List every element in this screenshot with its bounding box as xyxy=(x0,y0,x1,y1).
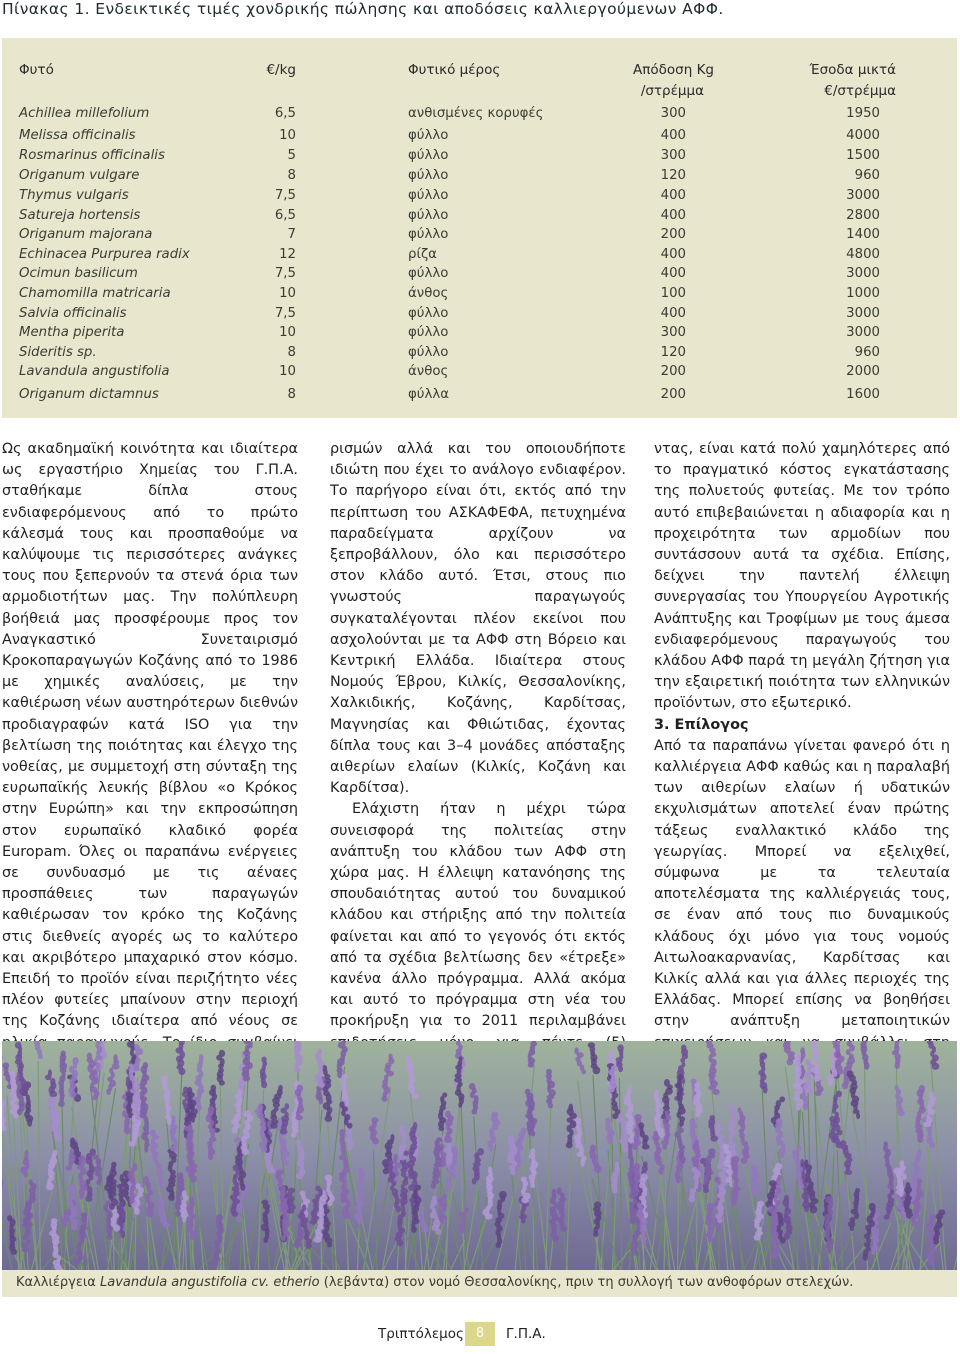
cell-yield: 400 xyxy=(660,247,686,262)
lavender-flower xyxy=(642,1240,646,1246)
lavender-flower xyxy=(129,1141,136,1147)
lavender-flower xyxy=(314,1237,322,1243)
lavender-flower xyxy=(680,1156,685,1163)
lavender-flower xyxy=(124,1127,131,1134)
lavender-flower xyxy=(708,1236,714,1243)
header-plant: Φυτό xyxy=(19,62,54,78)
photo-caption-bar xyxy=(2,1270,957,1297)
lavender-flower xyxy=(827,1246,831,1254)
lavender-flower xyxy=(658,1168,664,1175)
cell-price: 6,5 xyxy=(274,208,296,223)
cell-plant: Ocimun basilicum xyxy=(19,266,138,281)
lavender-flower xyxy=(412,1094,419,1099)
cell-yield: 200 xyxy=(660,387,686,402)
lavender-flower xyxy=(810,1206,818,1214)
lavender-flower xyxy=(712,1089,720,1095)
cell-yield: 300 xyxy=(660,106,686,121)
lavender-flower xyxy=(49,1091,57,1098)
cell-yield: 200 xyxy=(660,227,686,242)
lavender-flower xyxy=(261,1146,267,1153)
lavender-flower xyxy=(157,1181,164,1187)
lavender-flower xyxy=(899,1190,904,1197)
page-number: 8 xyxy=(465,1322,495,1346)
cell-part: άνθος xyxy=(408,364,449,379)
cell-part: φύλλο xyxy=(408,306,449,321)
lavender-flower xyxy=(731,1198,736,1206)
cell-price: 10 xyxy=(279,364,296,379)
lavender-flower xyxy=(471,1109,477,1115)
lavender-flower xyxy=(753,1190,758,1196)
lavender-flower xyxy=(930,1142,935,1148)
lavender-flower xyxy=(347,1123,353,1129)
lavender-flower xyxy=(836,1142,843,1149)
lavender-flower xyxy=(547,1095,555,1100)
paragraph: Ως ακαδημαϊκή κοινότητα και ιδιαίτερα ως εργαστήριο Χημείας του Γ.Π.Α. σταθήκαμε δίπλα στους ενδιαφερόμενους από το πρώτο κάλεσμά τους και προσπαθούμε να καλύψουμε τις περισσότερες ανάγκες τους που ξεπερνούν τα στενά όρια των αρμοδιοτήτων μας. Την πολύπλευρη βοήθειά μας προσφέρουμε προς τον Αναγκαστικό Συνεταιρισμό Κροκοπαραγωγών Κοζάνης από το 1986 με χημικές αναλύσεις, με την καθιέρωση νέων αυστηρότερων διεθνών προδιαγραφών κατά ISO για την βελτίωση της ποιότητας και έλεγχο της νοθείας, με συμμετοχή στη σύνταξη της ευρωπαϊκής λευκής βίβλου «ο Κρόκος στην Ευρώπη» και την εκπροσώπηση στον ευρωπαϊκό κλαδικό φορέα Europam. Όλες οι παραπάνω ενέργειες σε συνδυασμό με τις αέναες προσπάθειες των παραγωγών καθιέρωσαν τον κρόκο της Κοζάνης στις διεθνείς αγορές ως το καλύτερο και ακριβότερο μπαχαρικό στον κόσμο. Επειδή το προϊόν είναι περιζήτητο νέες πλέον φυτείες μπαίνουν στην περιοχή της Κοζάνης ιδιαίτερα από νέους σε xyxy=(2,441,298,1030)
lavender-flower xyxy=(388,1177,394,1183)
lavender-flower xyxy=(622,1146,628,1152)
text-column-3 xyxy=(654,439,950,1096)
text-column-2 xyxy=(330,439,626,1139)
lavender-flower xyxy=(642,1144,650,1150)
lavender-flower xyxy=(383,1168,389,1174)
lavender-flower xyxy=(434,1162,442,1167)
lavender-flower xyxy=(593,1231,598,1237)
lavender-flower xyxy=(281,1235,286,1241)
lavender-flower xyxy=(528,1062,534,1068)
lavender-flower xyxy=(863,1254,868,1261)
cell-plant: Rosmarinus officinalis xyxy=(19,148,165,163)
lavender-flower xyxy=(291,1132,297,1138)
lavender-flower xyxy=(662,1145,667,1150)
lavender-flower xyxy=(11,1249,17,1255)
lavender-flower xyxy=(911,1221,919,1226)
lavender-flower xyxy=(464,1207,469,1212)
lavender-flower xyxy=(548,1103,553,1109)
lavender-flower xyxy=(236,1216,242,1222)
lavender-flower xyxy=(717,1218,722,1223)
lavender-flower xyxy=(287,1209,294,1214)
lavender-flower xyxy=(343,1214,350,1219)
lavender-flower xyxy=(231,1211,238,1217)
lavender-flower xyxy=(902,1216,907,1221)
lavender-flower xyxy=(704,1177,708,1184)
lavender-flower xyxy=(795,1103,801,1111)
lavender-flower xyxy=(38,1054,43,1059)
lavender-flower xyxy=(109,1203,115,1210)
lavender-flower xyxy=(496,1242,502,1248)
lavender-flower xyxy=(521,1219,526,1224)
lavender-flower xyxy=(92,1095,98,1100)
cell-price: 6,5 xyxy=(274,106,296,121)
cell-income: 2800 xyxy=(846,208,880,223)
lavender-flower xyxy=(808,1088,813,1095)
cell-yield: 400 xyxy=(660,208,686,223)
lavender-flower xyxy=(106,1234,112,1240)
lavender-flower xyxy=(927,1260,934,1266)
lavender-flower xyxy=(240,1184,245,1191)
cell-part: φύλλο xyxy=(408,325,449,340)
lavender-flower xyxy=(679,1120,684,1127)
lavender-flower xyxy=(917,1136,923,1143)
cell-income: 3000 xyxy=(846,188,880,203)
lavender-flower xyxy=(347,1146,352,1152)
paragraph: Ελάχιστη ήταν η μέχρι τώρα συνεισφορά της πολιτείας στην ανάπτυξη του κλάδου των ΑΦΦ στη χώρα μας. Η έλλειψη κατανόησης της σπουδαιότητας αυτού του δυναμικού κλάδου και στήριξης από την πολιτεία φαίνεται και από το γεγονός ότι εκτός από τα σχέδια βελτίωσης δεν «έτρεξε» κανένα άλλο πρόγραμμα. Αλλά ακόμα και αυτό το πρόγραμμα στη νέα του προκήρυξη για το 2011 περιλαμβάνει xyxy=(330,801,626,1030)
lavender-flower xyxy=(676,1175,682,1183)
lavender-flower xyxy=(112,1063,120,1069)
lavender-flower xyxy=(521,1197,528,1203)
lavender-flower xyxy=(178,1068,185,1075)
lavender-flower xyxy=(864,1062,870,1070)
lavender-flower xyxy=(280,1129,288,1135)
lavender-field-photo xyxy=(2,1041,957,1270)
lavender-flower xyxy=(607,1139,613,1144)
cell-plant: Achillea millefolium xyxy=(19,106,150,121)
lavender-flower xyxy=(728,1105,736,1111)
cell-plant: Chamomilla matricaria xyxy=(19,286,171,301)
cell-part: φύλλα xyxy=(408,387,449,402)
lavender-flower xyxy=(396,1240,403,1247)
lavender-flower xyxy=(309,1219,317,1224)
lavender-flower xyxy=(339,1172,347,1177)
lavender-flower xyxy=(441,1207,446,1212)
lavender-flower xyxy=(472,1178,477,1185)
cell-price: 7,5 xyxy=(274,306,296,321)
lavender-flower xyxy=(282,1159,288,1166)
lavender-flower xyxy=(932,1063,940,1070)
header-income-unit: €/στρέμμα xyxy=(824,83,896,99)
header-yield: Απόδοση Kg xyxy=(633,62,714,78)
header-price: €/kg xyxy=(266,62,296,78)
lavender-flower xyxy=(444,1136,452,1143)
lavender-flower xyxy=(871,1250,875,1255)
lavender-flower xyxy=(770,1253,778,1259)
cell-part: φύλλο xyxy=(408,148,449,163)
lavender-flower xyxy=(191,1117,195,1122)
text-column-1 xyxy=(2,439,298,1139)
cell-yield: 200 xyxy=(660,364,686,379)
organization: Γ.Π.Α. xyxy=(506,1326,546,1342)
lavender-flower xyxy=(593,1066,601,1074)
lavender-flower xyxy=(293,1242,301,1248)
lavender-flower xyxy=(431,1183,436,1189)
cell-yield: 400 xyxy=(660,188,686,203)
cell-plant: Melissa officinalis xyxy=(19,128,136,143)
lavender-flower xyxy=(106,1088,111,1094)
lavender-flower xyxy=(144,1146,148,1153)
lavender-flower xyxy=(895,1062,900,1070)
lavender-flower xyxy=(884,1215,890,1220)
lavender-flower xyxy=(63,1222,67,1227)
lavender-flower xyxy=(510,1169,515,1175)
lavender-flower xyxy=(528,1130,534,1136)
lavender-flower xyxy=(680,1058,685,1063)
lavender-flower xyxy=(887,1183,893,1189)
lavender-flower xyxy=(65,1165,72,1170)
cell-yield: 400 xyxy=(660,306,686,321)
cell-price: 8 xyxy=(287,387,296,402)
lavender-flower xyxy=(612,1113,618,1119)
lavender-flower xyxy=(804,1205,809,1212)
cell-part: φύλλο xyxy=(408,266,449,281)
cell-income: 960 xyxy=(854,168,880,183)
lavender-flower xyxy=(19,1089,25,1094)
cell-plant: Thymus vulgaris xyxy=(19,188,129,203)
lavender-flower xyxy=(337,1071,342,1078)
cell-income: 1000 xyxy=(846,286,880,301)
lavender-flower xyxy=(864,1242,870,1247)
cell-plant: Lavandula angustifolia xyxy=(19,364,170,379)
lavender-flower xyxy=(633,1251,639,1256)
cell-income: 2000 xyxy=(846,364,880,379)
lavender-flower xyxy=(594,1165,602,1173)
cell-price: 5 xyxy=(287,148,296,163)
lavender-flower xyxy=(189,1235,195,1241)
paragraph: ρισμών αλλά και του οποιουδήποτε ιδιώτη που έχει το ανάλογο ενδιαφέρον. Το παρήγορο είναι ότι, εκτός από την περίπτωση του ΑΣΚΑΦΕΦΑ, πετυχημένα παραδείγματα αρχίζουν να ξεπροβάλλουν, όλο και περισσότερο στον κλάδο αυτό. Έτσι, στους πιο γνωστούς παραγωγούς συγκαταλέγονται πλέον εκείνοι που ασχολούνται με τα ΑΦΦ στη Βόρειο και Κεντρική Ελλάδα. Ιδιαίτερα στους Νομούς Έβρου, Κιλκίς, Θεσσαλονίκης, Χαλκιδικής, Κοζάνης, Καρδίτσας, Μαγνησίας και Φθιώτιδας, έχοντας δίπλα τους και 3–4 μονάδες απόσταξης αιθερίων ελαίων (Κιλκίς, Κοζάνη και Καρδίτσα). xyxy=(330,441,626,797)
lavender-flower xyxy=(689,1195,696,1202)
cell-price: 10 xyxy=(279,128,296,143)
lavender-flower xyxy=(815,1090,822,1096)
lavender-flower xyxy=(924,1122,932,1127)
lavender-flower xyxy=(79,1194,84,1200)
lavender-flower xyxy=(854,1212,859,1219)
lavender-flower xyxy=(372,1138,379,1145)
journal-name: Τριπτόλεμος xyxy=(378,1326,464,1342)
lavender-flower xyxy=(560,1226,567,1232)
cell-income: 960 xyxy=(854,345,880,360)
lavender-flower xyxy=(168,1194,175,1201)
lavender-flower xyxy=(133,1066,140,1071)
lavender-flower xyxy=(741,1157,748,1163)
cell-price: 7,5 xyxy=(274,266,296,281)
lavender-flower xyxy=(695,1112,700,1117)
lavender-flower xyxy=(261,1081,267,1088)
lavender-flower xyxy=(162,1222,170,1227)
lavender-flower xyxy=(438,1126,444,1131)
cell-price: 7 xyxy=(287,227,296,242)
cell-income: 1500 xyxy=(846,148,880,163)
cell-part: άνθος xyxy=(408,286,449,301)
header-yield-unit: /στρέμμα xyxy=(640,83,704,99)
cell-income: 3000 xyxy=(846,325,880,340)
table-caption: Πίνακας 1. Ενδεικτικές τιμές χονδρικής πώλησης και αποδόσεις καλλιεργούμενων ΑΦΦ. xyxy=(2,0,724,18)
lavender-flower xyxy=(787,1059,793,1066)
lavender-flower xyxy=(318,1082,325,1088)
lavender-flower xyxy=(129,1197,135,1204)
cell-plant: Origanum dictamnus xyxy=(19,387,159,402)
lavender-flower xyxy=(381,1096,388,1102)
lavender-flower xyxy=(459,1229,464,1234)
lavender-flower xyxy=(219,1080,225,1085)
cell-yield: 400 xyxy=(660,266,686,281)
lavender-flower xyxy=(618,1066,623,1072)
cell-yield: 120 xyxy=(660,168,686,183)
cell-part: φύλλο xyxy=(408,128,449,143)
lavender-flower xyxy=(844,1170,852,1175)
lavender-flower xyxy=(58,1101,65,1107)
cell-part: φύλλο xyxy=(408,168,449,183)
cell-income: 1600 xyxy=(846,387,880,402)
cell-yield: 300 xyxy=(660,325,686,340)
lavender-flower xyxy=(458,1103,462,1108)
lavender-flower xyxy=(109,1192,117,1197)
lavender-flower xyxy=(552,1235,559,1242)
lavender-flower xyxy=(280,1206,285,1213)
lavender-flower xyxy=(296,1173,304,1179)
cell-price: 12 xyxy=(279,247,296,262)
lavender-flower xyxy=(581,1159,585,1167)
lavender-flower xyxy=(608,1086,615,1093)
lavender-flower xyxy=(23,1172,28,1177)
lavender-flower xyxy=(779,1152,784,1158)
header-part: Φυτικό μέρος xyxy=(408,62,501,78)
cell-price: 8 xyxy=(287,345,296,360)
cell-part: φύλλο xyxy=(408,345,449,360)
lavender-flower xyxy=(399,1155,406,1160)
lavender-flower xyxy=(566,1142,573,1148)
lavender-flower xyxy=(842,1082,849,1089)
lavender-flower xyxy=(71,1222,78,1230)
lavender-flower xyxy=(46,1183,54,1191)
lavender-flower xyxy=(446,1185,450,1191)
cell-income: 3000 xyxy=(846,306,880,321)
lavender-flower xyxy=(803,1103,809,1110)
lavender-flower xyxy=(422,1225,429,1233)
cell-part: φύλλο xyxy=(408,188,449,203)
lavender-flower xyxy=(22,1248,29,1253)
lavender-flower xyxy=(319,1097,323,1104)
lavender-flower xyxy=(435,1229,441,1235)
lavender-flower xyxy=(715,1130,720,1136)
lavender-flower xyxy=(113,1225,120,1232)
lavender-flower xyxy=(784,1233,790,1240)
cell-yield: 400 xyxy=(660,128,686,143)
cell-plant: Sideritis sp. xyxy=(19,345,97,360)
cell-plant: Origanum majorana xyxy=(19,227,153,242)
lavender-flower xyxy=(411,1226,417,1233)
lavender-flower xyxy=(131,1058,135,1065)
cell-income: 3000 xyxy=(846,266,880,281)
lavender-flower xyxy=(212,1261,218,1266)
lavender-flower xyxy=(581,1069,586,1074)
paragraph: ντας, είναι κατά πολύ χαμηλότερες από το πραγματικό κόστος εγκατάστασης της πολυετούς φυτείας. Με τον τρόπο αυτό επιβεβαιώνεται η αδιαφορία και η προχειρότητα των αρμοδίων που συντάσσουν αυτά τα σχέδια. Επίσης, δείχνει την παντελή έλλειψη συνεργασίας του Υπουργείου Αγροτικής Ανάπτυξης και Τροφίμων με τους άμεσα ενδιαφερόμενους παραγωγούς του κλάδου ΑΦΦ παρά τη μεγάλη ζήτηση για την εξαιρετική ποιότητα των ελληνικών προϊόντων, στο εξωτερικό. xyxy=(654,441,950,712)
lavender-flower xyxy=(146,1210,154,1218)
lavender-flower xyxy=(703,1188,709,1193)
cell-yield: 120 xyxy=(660,345,686,360)
cell-price: 10 xyxy=(279,325,296,340)
cell-income: 1950 xyxy=(846,106,880,121)
lavender-flower xyxy=(267,1168,275,1174)
lavender-illustration xyxy=(2,1041,957,1270)
lavender-flower xyxy=(716,1227,720,1232)
lavender-flower xyxy=(629,1217,637,1224)
cell-plant: Satureja hortensis xyxy=(19,208,141,223)
lavender-flower xyxy=(327,1242,332,1247)
lavender-flower xyxy=(27,1119,32,1127)
lavender-flower xyxy=(13,1113,18,1119)
lavender-flower xyxy=(232,1126,238,1133)
lavender-flower xyxy=(182,1216,186,1223)
cell-income: 4800 xyxy=(846,247,880,262)
lavender-flower xyxy=(85,1195,92,1202)
lavender-flower xyxy=(208,1152,213,1160)
cell-plant: Mentha piperita xyxy=(19,325,125,340)
lavender-flower xyxy=(270,1123,277,1129)
lavender-flower xyxy=(55,1135,62,1142)
lavender-flower xyxy=(69,1091,76,1097)
cell-yield: 300 xyxy=(660,148,686,163)
lavender-flower xyxy=(814,1075,822,1081)
lavender-flower xyxy=(489,1144,493,1152)
lavender-flower xyxy=(754,1234,761,1240)
lavender-flower xyxy=(632,1144,638,1150)
photo-caption: Καλλιέργεια Lavandula angustifolia cv. etherio (λεβάντα) στον νομό Θεσσαλονίκης, πριν τη συλλογή των ανθοφόρων στελεχών. xyxy=(16,1275,854,1290)
header-income: Έσοδα μικτά xyxy=(809,62,896,78)
cell-plant: Echinacea Purpurea radix xyxy=(19,247,190,262)
cell-yield: 100 xyxy=(660,286,686,301)
lavender-flower xyxy=(850,1225,854,1231)
lavender-flower xyxy=(902,1174,907,1180)
cell-income: 1400 xyxy=(846,227,880,242)
lavender-flower xyxy=(837,1068,844,1074)
lavender-flower xyxy=(120,1231,125,1239)
cell-plant: Salvia officinalis xyxy=(19,306,127,321)
cell-part: ανθισμένες κορυφές xyxy=(408,106,544,121)
paragraph: Από τα παραπάνω γίνεται φανερό ότι η καλλιέργεια ΑΦΦ καθώς και η παραλαβή των αιθερίων ελαίων ή υδατικών εκχυλισμάτων αποτελεί έναν πρώτης τάξεως εναλλακτικό κλάδο της γεωργίας. Μπορεί να εξελιχθεί, σύμφωνα με τα τελευταία αποτελέσματα της καλλιέργειάς τους, σε έναν από τους πιο δυναμικούς κλάδους όχι μόνο για τους νομούς Αιτωλοακαρνανίας, Καρδίτσας και Κιλκίς αλλά και για άλλες περιοχές της Ελλάδας. Μπορεί επίσης να βοηθήσει στην ανάπτυξη μεταποιητικών xyxy=(654,737,950,1030)
lavender-flower xyxy=(75,1258,81,1265)
lavender-flower xyxy=(170,1145,178,1151)
lavender-flower xyxy=(828,1078,834,1086)
cell-price: 10 xyxy=(279,286,296,301)
lavender-flower xyxy=(96,1180,100,1185)
lavender-flower xyxy=(263,1237,268,1243)
lavender-flower xyxy=(242,1148,250,1155)
lavender-flower xyxy=(451,1172,455,1178)
lavender-flower xyxy=(897,1110,904,1117)
cell-price: 7,5 xyxy=(274,188,296,203)
lavender-flower xyxy=(797,1183,804,1189)
cell-part: ρίζα xyxy=(408,247,437,262)
data-table xyxy=(2,38,957,418)
lavender-flower xyxy=(305,1242,312,1249)
cell-plant: Origanum vulgare xyxy=(19,168,140,183)
cell-income: 4000 xyxy=(846,128,880,143)
lavender-flower xyxy=(485,1213,493,1219)
lavender-flower xyxy=(530,1183,535,1188)
lavender-flower xyxy=(134,1208,140,1215)
lavender-flower xyxy=(628,1136,634,1143)
lavender-flower xyxy=(763,1086,768,1094)
cell-price: 8 xyxy=(287,168,296,183)
cell-part: φύλλο xyxy=(408,208,449,223)
lavender-flower xyxy=(190,1175,197,1183)
section-heading: 3. Επίλογος xyxy=(654,716,749,733)
lavender-flower xyxy=(45,1075,52,1081)
lavender-flower xyxy=(325,1115,333,1122)
lavender-flower xyxy=(357,1217,363,1225)
lavender-flower xyxy=(295,1115,302,1120)
lavender-flower xyxy=(612,1187,618,1193)
lavender-flower xyxy=(243,1075,251,1081)
lavender-flower xyxy=(396,1206,402,1213)
lavender-flower xyxy=(856,1113,860,1119)
lavender-flower xyxy=(81,1236,85,1244)
lavender-flower xyxy=(294,1067,301,1073)
cell-part: φύλλο xyxy=(408,227,449,242)
